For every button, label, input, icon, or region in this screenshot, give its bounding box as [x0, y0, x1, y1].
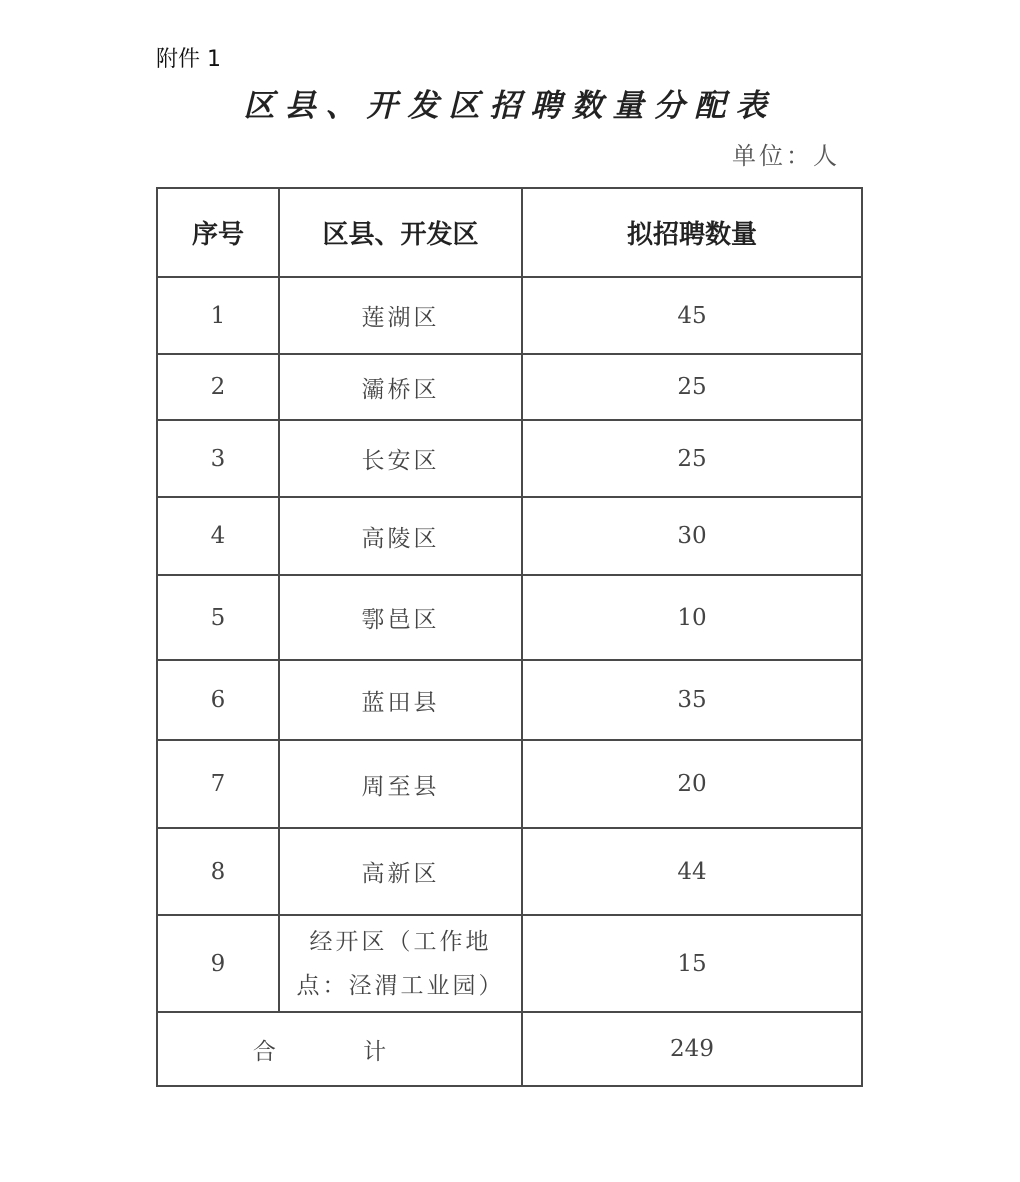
row-no: 6	[157, 660, 279, 740]
table-row	[157, 277, 862, 354]
row-count: 20	[522, 740, 862, 828]
row-district: 灞桥区	[279, 354, 522, 420]
row-district: 周至县	[279, 740, 522, 828]
table-row	[157, 354, 862, 420]
total-count: 249	[522, 1012, 862, 1086]
row-count: 44	[522, 828, 862, 915]
row-district: 蓝田县	[279, 660, 522, 740]
header-no: 序号	[157, 188, 279, 277]
row-count: 10	[522, 575, 862, 660]
total-label: 合 计	[157, 1012, 522, 1086]
table-row	[157, 575, 862, 660]
row-count: 35	[522, 660, 862, 740]
row-no: 1	[157, 277, 279, 354]
row-no: 7	[157, 740, 279, 828]
row-count: 45	[522, 277, 862, 354]
allocation-table	[156, 187, 863, 1087]
row-no: 3	[157, 420, 279, 497]
row-district: 鄠邑区	[279, 575, 522, 660]
table-row	[157, 828, 862, 915]
unit-label: 单位：人	[732, 142, 840, 170]
header-count: 拟招聘数量	[522, 188, 862, 277]
row-count: 25	[522, 354, 862, 420]
row-no: 2	[157, 354, 279, 420]
row-district: 高陵区	[279, 497, 522, 575]
row-count: 25	[522, 420, 862, 497]
table-row	[157, 497, 862, 575]
row-district: 莲湖区	[279, 277, 522, 354]
row-district: 经开区（工作地点：泾渭工业园）	[279, 915, 522, 1012]
row-no: 5	[157, 575, 279, 660]
row-district: 长安区	[279, 420, 522, 497]
attachment-label: 附件 1	[156, 47, 221, 72]
header-district: 区县、开发区	[279, 188, 522, 277]
table-header-row	[157, 188, 862, 277]
table-row	[157, 660, 862, 740]
page-title: 区县、开发区招聘数量分配表	[243, 88, 777, 124]
total-row	[157, 1012, 862, 1086]
row-count: 15	[522, 915, 862, 1012]
row-no: 4	[157, 497, 279, 575]
table-row	[157, 420, 862, 497]
table-row	[157, 915, 862, 1012]
row-no: 8	[157, 828, 279, 915]
row-district: 高新区	[279, 828, 522, 915]
row-count: 30	[522, 497, 862, 575]
row-no: 9	[157, 915, 279, 1012]
table-row	[157, 740, 862, 828]
